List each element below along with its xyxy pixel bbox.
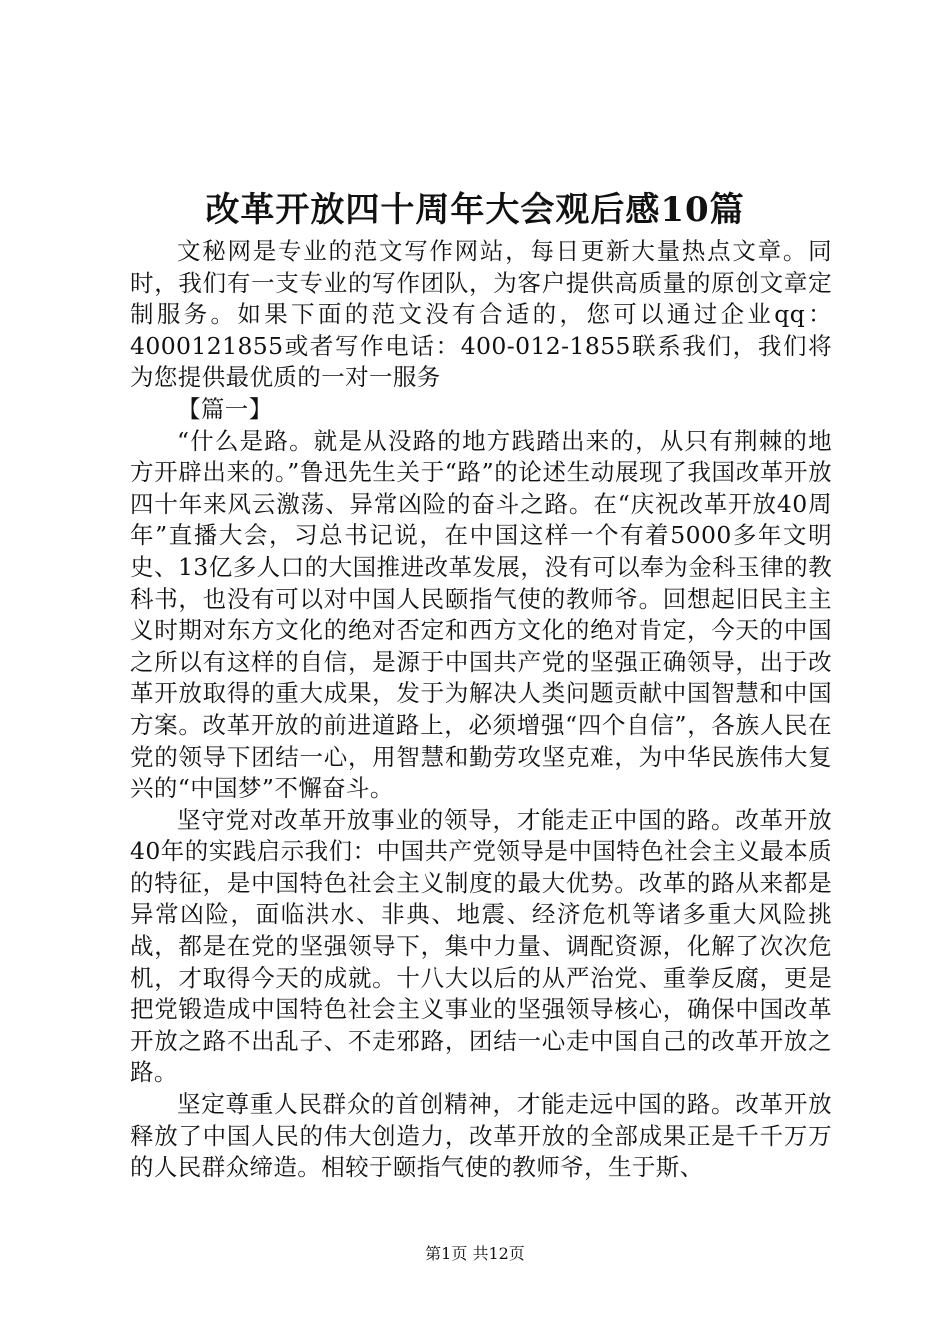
- document-title: 改革开放四十周年大会观后感10篇: [205, 190, 745, 230]
- body-paragraph: 坚守党对改革开放事业的领导，才能走正中国的路。改革开放40年的实践启示我们：中国共产党领导是中国特色社会主义最本质的特征，是中国特色社会主义制度的最大优势。改革的路从来都是异常凶险，面临洪水、非典、地震、经济危机等诸多重大风险挑战，都是在党的坚强领导下，集中力量、调配资源，化解了次次危机，才取得今天的成就。十八大以后的从严治党、重拳反腐，更是把党锻造成中国特色社会主义事业的坚强领导核心，确保中国改革开放之路不出乱子、不走邪路，团结一心走中国自己的改革开放之路。: [130, 805, 832, 1087]
- body-paragraph: “什么是路。就是从没路的地方践踏出来的，从只有荆棘的地方开辟出来的。”鲁迅先生关于“路”的论述生动展现了我国改革开放四十年来风云激荡、异常凶险的奋斗之路。在“庆祝改革开放40周年”直播大会，习总书记说，在中国这样一个有着5000多年文明史、13亿多人口的大国推进改革发展，没有可以奉为金科玉律的教科书，也没有可以对中国人民颐指气使的教师爷。回想起旧民主主义时期对东方文化的绝对否定和西方文化的绝对肯定，今天的中国之所以有这样的自信，是源于中国共产党的坚强正确领导，出于改革开放取得的重大成果，发于为解决人类问题贡献中国智慧和中国方案。改革开放的前进道路上，必须增强“四个自信”，各族人民在党的领导下团结一心，用智慧和勤劳攻坚克难，为中华民族伟大复兴的“中国梦”不懈奋斗。: [130, 426, 832, 803]
- section-heading: 【篇一】: [177, 394, 273, 423]
- body-paragraph: 坚定尊重人民群众的首创精神，才能走远中国的路。改革开放释放了中国人民的伟大创造力，改革开放的全部成果正是千千万万的人民群众缔造。相较于颐指气使的教师爷，生于斯、: [130, 1090, 832, 1182]
- document-body: [130, 236, 832, 1184]
- page-number: 第1页 共12页: [425, 1244, 525, 1263]
- intro-paragraph: 文秘网是专业的范文写作网站，每日更新大量热点文章。同时，我们有一支专业的写作团队，为客户提供高质量的原创文章定制服务。如果下面的范文没有合适的，您可以通过企业qq：4000121855或者写作电话：400-012-1855联系我们，我们将为您提供最优质的一对一服务: [130, 237, 832, 392]
